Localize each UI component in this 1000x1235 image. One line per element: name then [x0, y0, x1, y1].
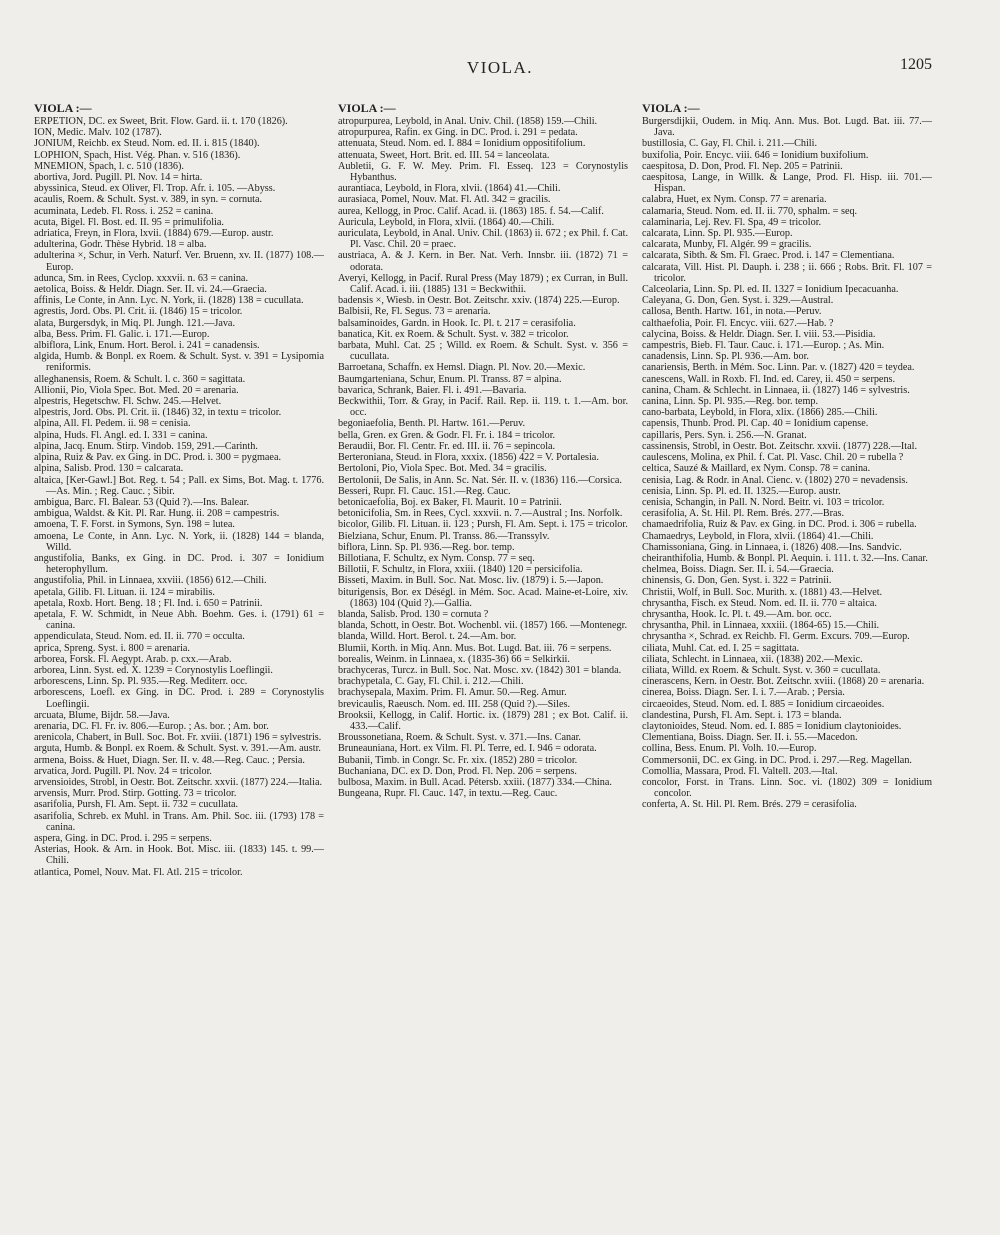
dictionary-entry: bustillosia, C. Gay, Fl. Chil. i. 211.—Chili. [642, 138, 817, 150]
dictionary-entry: ciliata, Willd. ex Roem. & Schult. Syst. v. 360 = cucullata. [642, 664, 881, 676]
dictionary-entry: brachypetala, C. Gay, Fl. Chil. i. 212.—Chili. [338, 676, 524, 688]
dictionary-entry: LOPHION, Spach, Hist. Vég. Phan. v. 516 (1836). [34, 149, 241, 161]
dictionary-entry: calcarata, Munby, Fl. Algér. 99 = gracilis. [642, 239, 812, 251]
dictionary-entry: aetolica, Boiss. & Heldr. Diagn. Ser. II. vi. 24.—Graecia. [34, 284, 267, 296]
dictionary-entry: brachyceras, Turcz. in Bull. Soc. Nat. Mosc. xv. (1842) 301 = blanda. [338, 664, 622, 676]
dictionary-entry: alba, Bess. Prim. Fl. Galic. i. 171.—Europ. [34, 328, 210, 340]
dictionary-entry: brachysepala, Maxim. Prim. Fl. Amur. 50.—Reg. Amur. [338, 687, 567, 699]
dictionary-entry: alpina, All. Fl. Pedem. ii. 98 = cenisia. [34, 418, 191, 430]
dictionary-entry: canariensis, Berth. in Mém. Soc. Linn. Par. v. (1827) 420 = teydea. [642, 362, 915, 374]
dictionary-entry: Bungeana, Rupr. Fl. Cauc. 147, in textu.—Reg. Cauc. [338, 788, 558, 800]
dictionary-entry: blanda, Schott, in Oestr. Bot. Wochenbl. vii. (1857) 166. —Montenegr. [338, 620, 628, 632]
dictionary-entry: Broussonetiana, Roem. & Schult. Syst. v. 371.—Ins. Canar. [338, 732, 581, 744]
dictionary-entry: cheiranthifolia, Humb. & Bonpl. Pl. Aequin. i. 111. t. 32.—Ins. Canar. [642, 552, 928, 564]
dictionary-entry: aurantiaca, Leybold, in Flora, xlvii. (1864) 41.—Chili. [338, 183, 561, 195]
dictionary-entry: canina, Cham. & Schlecht. in Linnaea, ii. (1827) 146 = sylvestris. [642, 384, 910, 396]
dictionary-entry: callosa, Benth. Hartw. 161, in nota.—Peruv. [642, 306, 822, 318]
dictionary-entry: badensis ×, Wiesb. in Oestr. Bot. Zeitschr. xxiv. (1874) 225.—Europ. [338, 295, 620, 307]
dictionary-entry: atlantica, Pomel, Nouv. Mat. Fl. Atl. 215 = tricolor. [34, 866, 243, 878]
dictionary-entry: Auricula, Leybold, in Flora, xlvii. (1864) 40.—Chili. [338, 216, 555, 228]
column-heading: VIOLA :— [34, 102, 92, 115]
dictionary-entry: calycina, Boiss. & Heldr. Diagn. Ser. I. viii. 53.—Pisidia. [642, 328, 876, 340]
dictionary-entry: affinis, Le Conte, in Ann. Lyc. N. York, ii. (1828) 138 = cucullata. [34, 295, 304, 307]
dictionary-entry: arborescens, Loefl. ex Ging. in DC. Prod. i. 289 = Corynostylis Loeflingii. [34, 687, 324, 710]
dictionary-entry: cerasifolia, A. St. Hil. Pl. Rem. Brés. 277.—Bras. [642, 508, 845, 520]
dictionary-entry: Bruneauniana, Hort. ex Vilm. Fl. Pl. Terre, ed. I. 946 = odorata. [338, 743, 597, 755]
dictionary-entry: agrestis, Jord. Obs. Pl. Crit. ii. (1846) 15 = tricolor. [34, 306, 243, 318]
dictionary-entry: alata, Burgersdyk, in Miq. Pl. Jungh. 121.—Java. [34, 317, 235, 329]
dictionary-entry: Chamaedrys, Leybold, in Flora, xlvii. (1864) 41.—Chili. [642, 530, 874, 542]
dictionary-entry: brevicaulis, Raeusch. Nom. ed. III. 258 (Quid ?).—Siles. [338, 698, 570, 710]
dictionary-entry: celtica, Sauzé & Maillard, ex Nym. Consp. 78 = canina. [642, 463, 871, 475]
dictionary-entry: adunca, Sm. in Rees, Cyclop. xxxvii. n. 63 = canina. [34, 272, 248, 284]
dictionary-entry: begoniaefolia, Benth. Pl. Hartw. 161.—Peruv. [338, 418, 526, 430]
dictionary-entry: Balbisii, Re, Fl. Segus. 73 = arenaria. [338, 306, 491, 318]
column-heading: VIOLA :— [338, 102, 396, 115]
dictionary-entry: canina, Linn. Sp. Pl. 935.—Reg. bor. temp. [642, 396, 819, 408]
dictionary-entry: Beckwithii, Torr. & Gray, in Pacif. Rail. Rep. ii. 119. t. 1.—Am. bor. occ. [338, 396, 628, 419]
dictionary-entry: barbata, Muhl. Cat. 25 ; Willd. ex Roem. & Schult. Syst. v. 356 = cucullata. [338, 340, 628, 363]
dictionary-entry: arcuata, Blume, Bijdr. 58.—Java. [34, 709, 170, 721]
dictionary-entry: Commersonii, DC. ex Ging. in DC. Prod. i. 297.—Reg. Magellan. [642, 754, 912, 766]
dictionary-entry: bulbosa, Maxim. in Bull. Acad. Pétersb. xxiii. (1877) 334.—China. [338, 776, 612, 788]
dictionary-entry: acuta, Bigel. Fl. Bost. ed. II. 95 = primulifolia. [34, 216, 224, 228]
dictionary-entry: Berteroniana, Steud. in Flora, xxxix. (1856) 422 = V. Portalesia. [338, 452, 599, 464]
dictionary-entry: alpina, Ruiz & Pav. ex Ging. in DC. Prod. i. 300 = pygmaea. [34, 452, 282, 464]
dictionary-entry: caespitosa, D. Don, Prod. Fl. Nep. 205 = Patrinii. [642, 160, 843, 172]
dictionary-entry: Beraudii, Bor. Fl. Centr. Fr. ed. III. ii. 76 = sepincola. [338, 440, 556, 452]
dictionary-entry: betonicifolia, Sm. in Rees, Cycl. xxxvii. n. 7.—Austral ; Ins. Norfolk. [338, 508, 623, 520]
dictionary-entry: bella, Gren. ex Gren. & Godr. Fl. Fr. i. 184 = tricolor. [338, 429, 556, 441]
dictionary-entry: canadensis, Linn. Sp. Pl. 936.—Am. bor. [642, 351, 809, 363]
dictionary-entry: angustifolia, Banks, ex Ging. in DC. Prod. i. 307 = Ionidium heterophyllum. [34, 552, 324, 576]
dictionary-entry: acaulis, Roem. & Schult. Syst. v. 389, in syn. = cornuta. [34, 194, 263, 206]
dictionary-entry: arvatica, Jord. Pugill. Pl. Nov. 24 = tricolor. [34, 765, 212, 777]
dictionary-entry: cenisia, Schangin, in Pall. N. Nord. Beitr. vi. 103 = tricolor. [642, 496, 885, 508]
dictionary-entry: Burgersdijkii, Oudem. in Miq. Ann. Mus. Bot. Lugd. Bat. iii. 77.—Java. [642, 116, 932, 139]
dictionary-entry: calcarata, Vill. Hist. Pl. Dauph. i. 238 ; ii. 666 ; Robs. Brit. Fl. 107 = tricolor. [642, 261, 932, 284]
dictionary-entry: Baumgarteniana, Schur, Enum. Pl. Transs. 87 = alpina. [338, 373, 562, 385]
dictionary-entry: circaeoides, Steud. Nom. ed. I. 885 = Ionidium circaeoides. [642, 698, 885, 710]
dictionary-entry: Aubletii, G. F. W. Mey. Prim. Fl. Esseq. 123 = Corynostylis Hybanthus. [338, 160, 628, 184]
dictionary-entry: banatica, Kit. ex Roem. & Schult. Syst. v. 382 = tricolor. [338, 328, 569, 340]
dictionary-entry: ciliata, Muhl. Cat. ed. I. 25 = sagittata. [642, 642, 800, 654]
dictionary-entry: chinensis, G. Don, Gen. Syst. i. 322 = Patrinii. [642, 575, 832, 587]
dictionary-entry: bavarica, Schrank, Baier. Fl. i. 491.—Bavaria. [338, 384, 527, 396]
dictionary-entry: aurea, Kellogg, in Proc. Calif. Acad. ii. (1863) 185. f. 54.—Calif. [338, 205, 604, 217]
dictionary-entry: caespitosa, Lange, in Willk. & Lange, Prod. Fl. Hisp. iii. 701.—Hispan. [642, 172, 932, 195]
dictionary-entry: calcarata, Sibth. & Sm. Fl. Graec. Prod. i. 147 = Clementiana. [642, 250, 895, 262]
dictionary-entry: MNEMION, Spach, l. c. 510 (1836). [34, 160, 184, 172]
dictionary-entry: Bubanii, Timb. in Congr. Sc. Fr. xix. (1852) 280 = tricolor. [338, 754, 578, 766]
column-3 [642, 102, 932, 1212]
dictionary-entry: cassinensis, Strobl, in Oestr. Bot. Zeitschr. xxvii. (1877) 228.—Ital. [642, 440, 918, 452]
dictionary-entry: aurasiaca, Pomel, Nouv. Mat. Fl. Atl. 342 = gracilis. [338, 194, 551, 206]
dictionary-entry: biflora, Linn. Sp. Pl. 936.—Reg. bor. temp. [338, 541, 515, 553]
dictionary-entry: Bisseti, Maxim. in Bull. Soc. Nat. Mosc. liv. (1879) i. 5.—Japon. [338, 575, 604, 587]
dictionary-entry: claytonioides, Steud. Nom. ed. I. 885 = Ionidium claytonioides. [642, 720, 902, 732]
dictionary-entry: adulterina ×, Schur, in Verh. Naturf. Ver. Bruenn, xv. II. (1877) 108.—Europ. [34, 250, 324, 273]
dictionary-entry: cano-barbata, Leybold, in Flora, xlix. (1866) 285.—Chili. [642, 407, 878, 419]
dictionary-entry: aspera, Ging. in DC. Prod. i. 295 = serpens. [34, 833, 212, 844]
dictionary-entry: collina, Bess. Enum. Pl. Volh. 10.—Europ. [642, 743, 817, 755]
dictionary-entry: alpina, Huds. Fl. Angl. ed. I. 331 = canina. [34, 429, 208, 441]
dictionary-entry: campestris, Bieb. Fl. Taur. Cauc. i. 171.—Europ. ; As. Min. [642, 340, 885, 352]
dictionary-entry: adriatica, Freyn, in Flora, lxvii. (1884) 679.—Europ. austr. [34, 228, 274, 240]
dictionary-entry: chrysantha, Phil. in Linnaea, xxxiii. (1864-65) 15.—Chili. [642, 620, 880, 632]
dictionary-entry: atropurpurea, Leybold, in Anal. Univ. Chil. (1858) 159.—Chili. [338, 116, 598, 127]
dictionary-entry: biturigensis, Bor. ex Déségl. in Mém. Soc. Acad. Maine-et-Loire, xiv. (1863) 104 (Quid ?).—Gallia. [338, 586, 628, 609]
dictionary-entry: chrysantha, Fisch. ex Steud. Nom. ed. II. ii. 770 = altaica. [642, 597, 877, 609]
dictionary-entry: amoena, T. F. Forst. in Symons, Syn. 198 = lutea. [34, 519, 235, 531]
dictionary-entry: asarifolia, Pursh, Fl. Am. Sept. ii. 732 = cucullata. [34, 799, 239, 811]
dictionary-entry: arenaria, DC. Fl. Fr. iv. 806.—Europ. ; As. bor. ; Am. bor. [34, 720, 269, 732]
dictionary-entry: canescens, Wall. in Roxb. Fl. Ind. ed. Carey, ii. 450 = serpens. [642, 373, 896, 385]
dictionary-entry: arborescens, Linn. Sp. Pl. 935.—Reg. Mediterr. occ. [34, 676, 248, 688]
dictionary-entry: chrysantha ×, Schrad. ex Reichb. Fl. Germ. Excurs. 709.—Europ. [642, 631, 910, 643]
dictionary-entry: betonicaefolia, Boj. ex Baker, Fl. Maurit. 10 = Patrinii. [338, 496, 562, 508]
dictionary-entry: calaminaria, Lej. Rev. Fl. Spa, 49 = tricolor. [642, 216, 822, 228]
dictionary-entry: blanda, Salisb. Prod. 130 = cornuta ? [338, 608, 489, 620]
dictionary-entry: apetala, Gilib. Fl. Lituan. ii. 124 = mirabilis. [34, 586, 215, 598]
dictionary-entry: Besseri, Rupr. Fl. Cauc. 151.—Reg. Cauc. [338, 485, 511, 497]
dictionary-entry: arvensis, Murr. Prod. Stirp. Gotting. 73 = tricolor. [34, 788, 237, 800]
dictionary-entry: Averyi, Kellogg, in Pacif. Rural Press (May 1879) ; ex Curran, in Bull. Calif. Acad. i. iii. (1885) 131 = Beckwithii. [338, 272, 628, 296]
dictionary-entry: arborea, Forsk. Fl. Aegypt. Arab. p. cxx.—Arab. [34, 653, 232, 665]
dictionary-entry: bicolor, Gilib. Fl. Lituan. ii. 123 ; Pursh, Fl. Am. Sept. i. 175 = tricolor. [338, 519, 628, 531]
dictionary-entry: abyssinica, Steud. ex Oliver, Fl. Trop. Afr. i. 105. —Abyss. [34, 183, 276, 195]
dictionary-entry: chamaedrifolia, Ruiz & Pav. ex Ging. in DC. Prod. i. 306 = rubella. [642, 519, 917, 531]
dictionary-entry: Blumii, Korth. in Miq. Ann. Mus. Bot. Lugd. Bat. iii. 76 = serpens. [338, 642, 612, 654]
dictionary-entry: alpestris, Jord. Obs. Pl. Crit. ii. (1846) 32, in textu = tricolor. [34, 407, 282, 419]
dictionary-entry: concolor, Forst. in Trans. Linn. Soc. vi. (1802) 309 = Ionidium concolor. [642, 776, 932, 800]
dictionary-entry: apetala, F. W. Schmidt, in Neue Abh. Boehm. Ges. i. (1791) 61 = canina. [34, 608, 324, 632]
dictionary-entry: amoena, Le Conte, in Ann. Lyc. N. York, ii. (1828) 144 = blanda, Willd. [34, 530, 324, 553]
dictionary-entry: ION, Medic. Malv. 102 (1787). [34, 127, 162, 139]
dictionary-entry: algida, Humb. & Bonpl. ex Roem. & Schult. Syst. v. 391 = Lysipomia reniformis. [34, 351, 324, 374]
dictionary-entry: Clementiana, Boiss. Diagn. Ser. II. i. 55.—Macedon. [642, 732, 858, 744]
dictionary-entry: Christii, Wolf, in Bull. Soc. Murith. x. (1881) 43.—Helvet. [642, 586, 883, 598]
dictionary-entry: atropurpurea, Rafin. ex Ging. in DC. Prod. i. 291 = pedata. [338, 127, 578, 139]
dictionary-entry: Allionii, Pio, Viola Spec. Bot. Med. 20 = arenaria. [34, 384, 239, 396]
column-1 [34, 102, 324, 1212]
dictionary-entry: armena, Boiss. & Huet, Diagn. Ser. II. v. 48.—Reg. Cauc. ; Persia. [34, 754, 305, 766]
dictionary-entry: Calceolaria, Linn. Sp. Pl. ed. II. 1327 = Ionidium Ipecacuanha. [642, 284, 899, 296]
dictionary-entry: Caleyana, G. Don, Gen. Syst. i. 329.—Austral. [642, 295, 834, 307]
dictionary-entry: altaica, [Ker-Gawl.] Bot. Reg. t. 54 ; Pall. ex Sims, Bot. Mag. t. 1776.—As. Min. ; Reg. Cauc. ; Sibir. [34, 474, 324, 497]
dictionary-entry: calcarata, Linn. Sp. Pl. 935.—Europ. [642, 228, 793, 240]
dictionary-entry: angustifolia, Phil. in Linnaea, xxviii. (1856) 612.—Chili. [34, 575, 267, 587]
dictionary-entry: apetala, Roxb. Hort. Beng. 18 ; Fl. Ind. i. 650 = Patrinii. [34, 597, 263, 609]
dictionary-entry: capillaris, Pers. Syn. i. 256.—N. Granat. [642, 429, 807, 441]
dictionary-entry: Chamissoniana, Ging. in Linnaea, i. (1826) 408.—Ins. Sandvic. [642, 541, 902, 553]
dictionary-entry: Brooksii, Kellogg, in Calif. Hortic. ix. (1879) 281 ; ex Bot. Calif. ii. 433.—Calif. [338, 709, 628, 732]
dictionary-entry: alpina, Salisb. Prod. 130 = calcarata. [34, 463, 184, 475]
dictionary-entry: arenicola, Chabert, in Bull. Soc. Bot. Fr. xviii. (1871) 196 = sylvestris. [34, 732, 322, 744]
dictionary-entry: Billotiana, F. Schultz, ex Nym. Consp. 77 = seq. [338, 552, 535, 564]
dictionary-entry: calamaria, Steud. Nom. ed. II. ii. 770, sphalm. = seq. [642, 205, 858, 217]
dictionary-entry: arvensioides, Strobl, in Oestr. Bot. Zeitschr. xxvii. (1877) 224.—Italia. [34, 776, 323, 788]
dictionary-entry: conferta, A. St. Hil. Pl. Rem. Brés. 279 = cerasifolia. [642, 799, 857, 811]
dictionary-entry: buxifolia, Poir. Encyc. viii. 646 = Ionidium buxifolium. [642, 149, 869, 161]
dictionary-entry: ciliata, Schlecht. in Linnaea, xii. (1838) 202.—Mexic. [642, 653, 863, 665]
dictionary-entry: arborea, Linn. Syst. ed. X. 1239 = Corynostylis Loeflingii. [34, 664, 273, 676]
dictionary-entry: alpestris, Hegetschw. Fl. Schw. 245.—Helvet. [34, 396, 222, 408]
running-title: VIOLA. [466, 58, 534, 77]
dictionary-entry: Buchaniana, DC. ex D. Don, Prod. Fl. Nep. 206 = serpens. [338, 765, 577, 777]
dictionary-entry: attenuata, Sweet, Hort. Brit. ed. III. 54 = lanceolata. [338, 149, 550, 161]
dictionary-entry: Comollia, Massara, Prod. Fl. Valtell. 203.—Ital. [642, 765, 838, 777]
dictionary-entry: Asterias, Hook. & Arn. in Hook. Bot. Misc. iii. (1833) 145. t. 99.—Chili. [34, 844, 324, 867]
dictionary-entry: chrysantha, Hook. Ic. Pl. t. 49.—Am. bor. occ. [642, 608, 832, 620]
dictionary-entry: borealis, Weinm. in Linnaea, x. (1835-36) 66 = Selkirkii. [338, 653, 570, 665]
dictionary-entry: balsaminoides, Gardn. in Hook. Ic. Pl. t. 217 = cerasifolia. [338, 317, 576, 329]
dictionary-entry: calthaefolia, Poir. Fl. Encyc. viii. 627.—Hab. ? [642, 317, 834, 329]
dictionary-entry: abortiva, Jord. Pugill. Pl. Nov. 14 = hirta. [34, 172, 203, 184]
dictionary-entry: acuminata, Ledeb. Fl. Ross. i. 252 = canina. [34, 205, 214, 217]
dictionary-entry: alpina, Jacq. Enum. Stirp. Vindob. 159, 291.—Carinth. [34, 440, 258, 452]
column-heading: VIOLA :— [642, 102, 700, 115]
dictionary-entry: JONIUM, Reichb. ex Steud. Nom. ed. II. i. 815 (1840). [34, 138, 260, 150]
dictionary-entry: caulescens, Molina, ex Phil. f. Cat. Pl. Vasc. Chil. 20 = rubella ? [642, 452, 904, 464]
dictionary-entry: appendiculata, Steud. Nom. ed. II. ii. 770 = occulta. [34, 631, 245, 643]
column-2 [338, 102, 628, 1212]
dictionary-entry: clandestina, Pursh, Fl. Am. Sept. i. 173 = blanda. [642, 709, 842, 721]
dictionary-entry: ambigua, Waldst. & Kit. Pl. Rar. Hung. ii. 208 = campestris. [34, 508, 280, 520]
dictionary-entry: cinerea, Boiss. Diagn. Ser. I. i. 7.—Arab. ; Persia. [642, 687, 845, 699]
dictionary-entry: ERPETION, DC. ex Sweet, Brit. Flow. Gard. ii. t. 170 (1826). [34, 116, 288, 127]
dictionary-entry: arguta, Humb. & Bonpl. ex Roem. & Schult. Syst. v. 391.—Am. austr. [34, 743, 321, 755]
dictionary-entry: auriculata, Leybold, in Anal. Univ. Chil. (1863) ii. 672 ; ex Phil. f. Cat. Pl. Vasc. Chil. 20 = praec. [338, 228, 628, 251]
dictionary-entry: Bertolonii, De Salis, in Ann. Sc. Nat. Sér. II. v. (1836) 116.—Corsica. [338, 474, 622, 486]
dictionary-entry: blanda, Willd. Hort. Berol. t. 24.—Am. bor. [338, 631, 517, 643]
page-number: 1205 [900, 56, 932, 73]
dictionary-entry: alleghanensis, Roem. & Schult. l. c. 360 = sagittata. [34, 373, 246, 385]
dictionary-entry: adulterina, Godr. Thèse Hybrid. 18 = alba. [34, 239, 207, 251]
dictionary-entry: cenisia, Lag. & Rodr. in Anal. Cienc. v. (1802) 270 = nevadensis. [642, 474, 908, 486]
dictionary-entry: Bertoloni, Pio, Viola Spec. Bot. Med. 34 = gracilis. [338, 463, 547, 475]
dictionary-entry: cinerascens, Kern. in Oestr. Bot. Zeitschr. xviii. (1868) 20 = arenaria. [642, 676, 925, 688]
dictionary-entry: cenisia, Linn. Sp. Pl. ed. II. 1325.—Europ. austr. [642, 485, 841, 497]
dictionary-entry: attenuata, Steud. Nom. ed. I. 884 = Ionidium oppositifolium. [338, 138, 586, 150]
dictionary-entry: austriaca, A. & J. Kern. in Ber. Nat. Verh. Innsbr. iii. (1872) 71 = odorata. [338, 250, 628, 273]
dictionary-entry: asarifolia, Schreb. ex Muhl. in Trans. Am. Phil. Soc. iii. (1793) 178 = canina. [34, 810, 324, 833]
dictionary-entry: ambigua, Barc. Fl. Balear. 53 (Quid ?).—Ins. Balear. [34, 496, 250, 508]
dictionary-entry: chelmea, Boiss. Diagn. Ser. II. i. 54.—Graecia. [642, 564, 834, 576]
dictionary-entry: albiflora, Link, Enum. Hort. Berol. i. 241 = canadensis. [34, 340, 260, 352]
dictionary-entry: calabra, Huet, ex Nym. Consp. 77 = arenaria. [642, 194, 827, 206]
dictionary-entry: Bielziana, Schur, Enum. Pl. Transs. 86.—Transsylv. [338, 530, 550, 542]
dictionary-entry: aprica, Spreng. Syst. i. 800 = arenaria. [34, 642, 190, 654]
dictionary-entry: Billotii, F. Schultz, in Flora, xxiii. (1840) 120 = persicifolia. [338, 564, 583, 576]
dictionary-entry: Barroetana, Schaffn. ex Hemsl. Diagn. Pl. Nov. 20.—Mexic. [338, 362, 586, 374]
dictionary-entry: capensis, Thunb. Prod. Pl. Cap. 40 = Ionidium capense. [642, 418, 869, 430]
